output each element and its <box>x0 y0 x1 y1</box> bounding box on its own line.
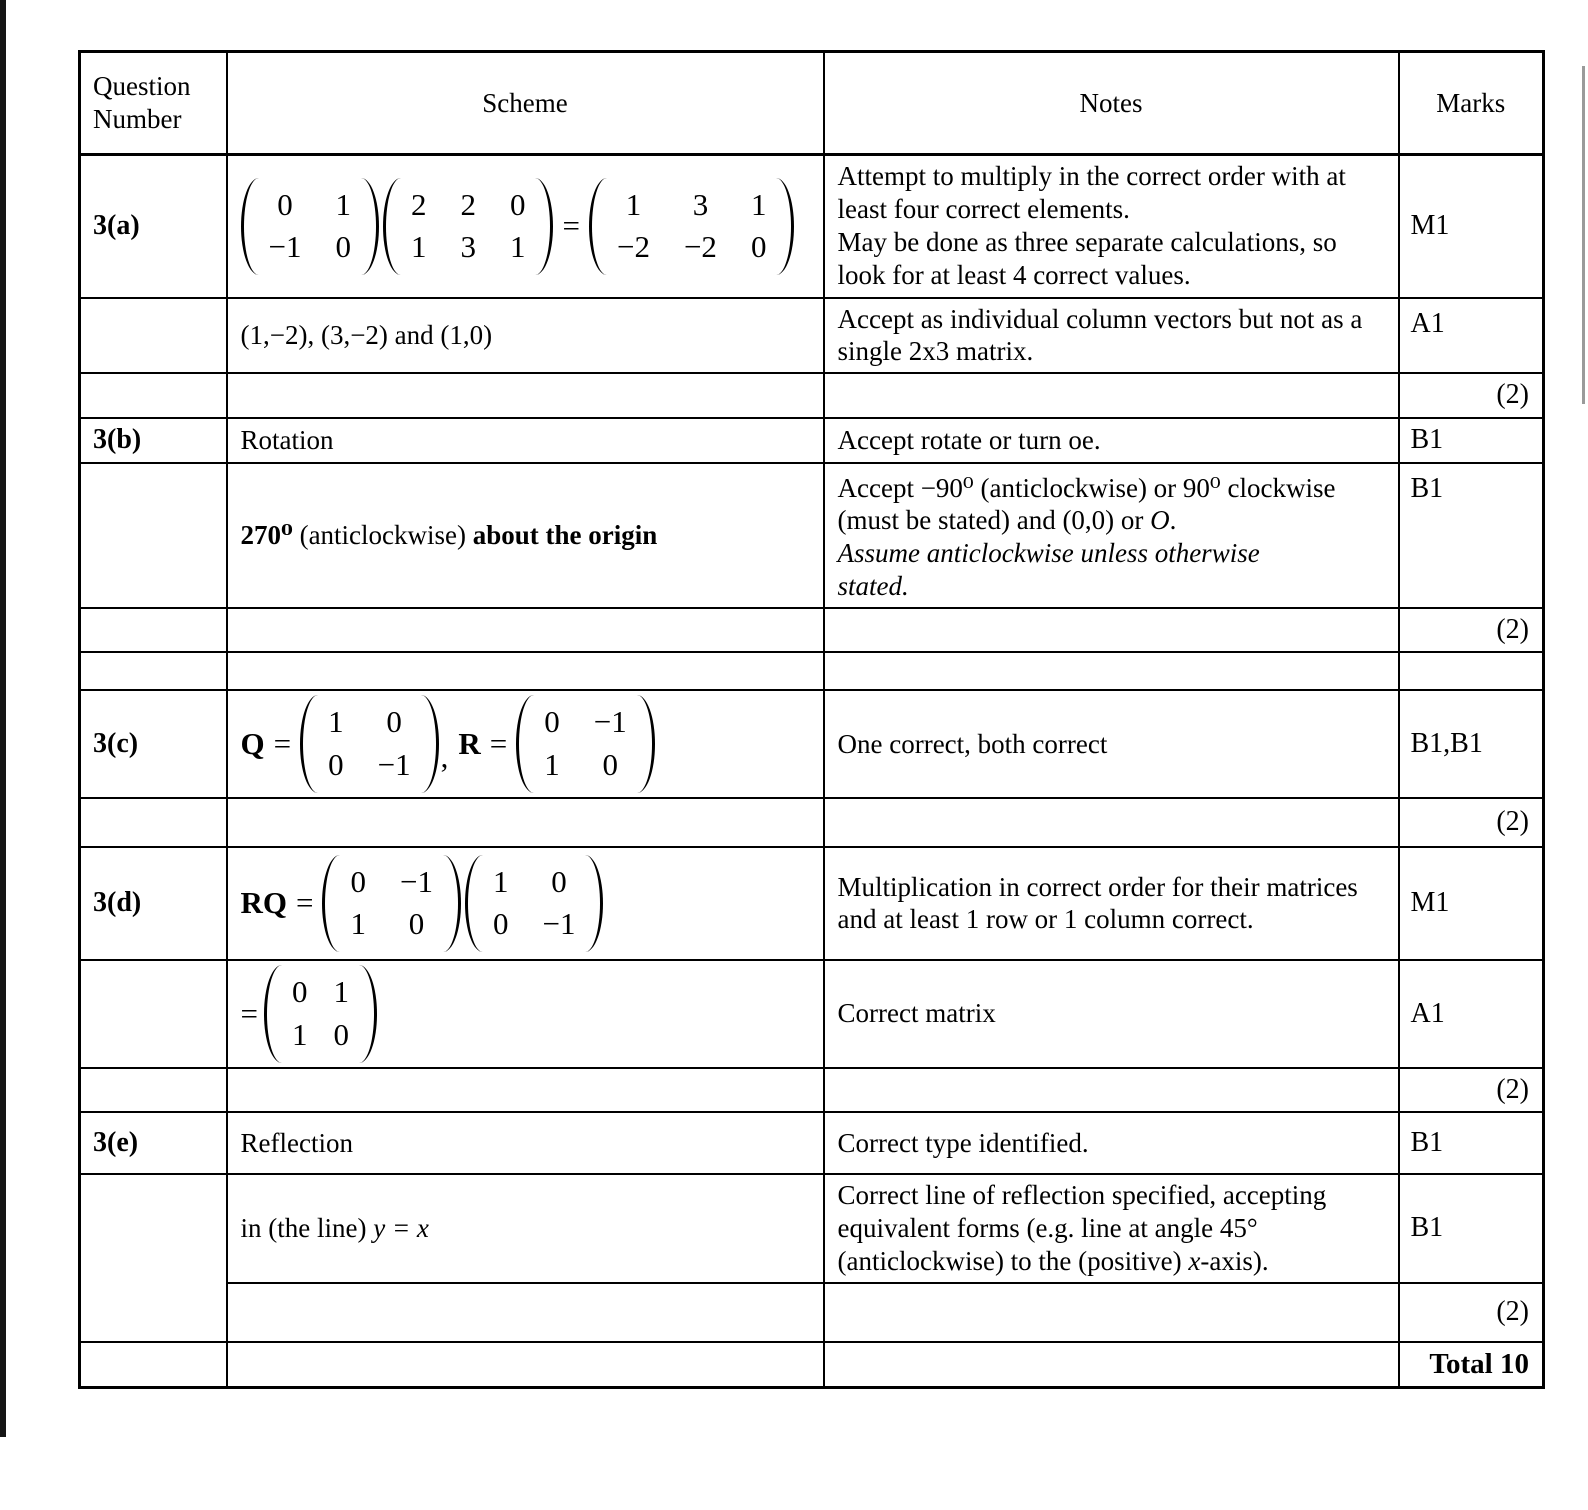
matrix-entry: 0 <box>408 906 425 942</box>
matrix <box>516 695 654 793</box>
q3c-scheme <box>227 690 824 798</box>
q3c-notes: One correct, both correct <box>824 690 1399 798</box>
r-symbol: R <box>458 725 481 761</box>
matrix-entry: 3 <box>460 229 476 265</box>
matrix-entry: 3 <box>692 186 709 222</box>
empty-cell <box>80 298 227 374</box>
marks-subtotal: (2) <box>1399 608 1544 652</box>
left-paren <box>322 855 340 953</box>
q3b-angle-scheme <box>227 463 824 609</box>
row-3d-result <box>80 960 1544 1068</box>
right-paren <box>776 178 794 276</box>
left-paren <box>241 178 259 276</box>
empty-cell <box>227 373 824 417</box>
line-equation: y = x <box>373 1213 429 1244</box>
marks-subtotal: (2) <box>1399 1068 1544 1112</box>
q3e-line-marks: B1 <box>1399 1174 1544 1283</box>
row-3c-subtotal <box>80 798 1544 847</box>
q3c-marks: B1,B1 <box>1399 690 1544 798</box>
q3a-result-scheme: (1,−2), (3,−2) and (1,0) <box>227 298 824 374</box>
table-header-row <box>80 52 1544 155</box>
right-paren <box>585 855 603 953</box>
line-prefix: in (the line) <box>240 1213 374 1244</box>
matrix-entry: 1 <box>350 906 366 942</box>
matrix-entry: −1 <box>268 229 302 265</box>
row-3a-result <box>80 298 1544 374</box>
matrix-definitions <box>241 695 815 793</box>
matrix-entry: 0 <box>333 1016 349 1052</box>
q3e-line-notes: Correct line of reflection specified, accepting equivalent forms (e.g. line at angle 45° (anticlockwise) to the (positive) x-axis). <box>824 1174 1399 1283</box>
scheme-header: Scheme <box>227 52 824 155</box>
matrix <box>465 855 603 953</box>
row-3d-subtotal <box>80 1068 1544 1112</box>
row-3e-line <box>80 1174 1544 1283</box>
matrix-entry: 0 <box>291 974 308 1010</box>
rq-symbol: RQ <box>240 885 287 921</box>
q3d-result-notes: Correct matrix <box>824 960 1399 1068</box>
empty-cell <box>227 652 824 690</box>
q3d-result-marks: A1 <box>1399 960 1544 1068</box>
matrix-entry: 0 <box>328 747 344 783</box>
matrix-entry: 0 <box>386 704 402 740</box>
matrix-product <box>241 855 815 953</box>
equals-sign: = <box>240 995 258 1031</box>
left-paren <box>264 965 282 1063</box>
q3d-notes: Multiplication in correct order for their matrices and at least 1 row or 1 column correct. <box>824 847 1399 960</box>
left-paren <box>465 855 483 953</box>
matrix-result <box>241 965 815 1063</box>
matrix-entry: 1 <box>509 229 526 265</box>
equals-sign: = <box>489 725 508 761</box>
marks-header: Marks <box>1399 52 1544 155</box>
q3b-label: 3(b) <box>80 418 227 463</box>
q3e-line-scheme <box>227 1174 824 1283</box>
q3a-result-notes: Accept as individual column vectors but not as a single 2x3 matrix. <box>824 298 1399 374</box>
matrix-equation <box>241 178 815 276</box>
matrix-entry: 0 <box>551 863 567 899</box>
x-symbol: x <box>1188 1245 1201 1276</box>
empty-cell <box>80 608 227 652</box>
angle-value: 270⁰ <box>240 519 293 550</box>
q3a-result-marks: A1 <box>1399 298 1544 374</box>
q3d-label: 3(d) <box>80 847 227 960</box>
origin-symbol: O <box>1150 505 1170 536</box>
matrix-entry: 0 <box>750 229 767 265</box>
page-right-edge-line <box>1582 66 1585 404</box>
matrix-entry: 1 <box>410 229 427 265</box>
q3b-angle-marks: B1 <box>1399 463 1544 609</box>
question-number-header: Question Number <box>80 52 227 155</box>
q3e-scheme: Reflection <box>227 1112 824 1174</box>
empty-cell <box>227 798 824 847</box>
matrix-entry: 1 <box>333 974 349 1010</box>
q3d-scheme <box>227 847 824 960</box>
equals-sign: = <box>296 885 314 921</box>
total-marks: Total 10 <box>1399 1342 1544 1388</box>
empty-cell <box>824 1068 1399 1112</box>
matrix-entry: 0 <box>492 906 509 942</box>
matrix-entry: 0 <box>602 747 618 783</box>
q3a-notes <box>824 155 1399 298</box>
notes-line: Accept −90⁰ (anticlockwise) or 90⁰ clockwise (must be stated) and (0,0) or O. <box>837 472 1336 536</box>
empty-cell <box>80 463 227 609</box>
empty-cell <box>824 608 1399 652</box>
right-paren <box>637 695 655 793</box>
empty-cell <box>824 373 1399 417</box>
row-3a <box>80 155 1544 298</box>
q3e-notes: Correct type identified. <box>824 1112 1399 1174</box>
matrix-entry: 0 <box>350 863 366 899</box>
empty-cell <box>80 798 227 847</box>
empty-cell <box>824 1342 1399 1388</box>
empty-cell <box>80 1174 227 1342</box>
q3b-marks: B1 <box>1399 418 1544 463</box>
q3e-label: 3(e) <box>80 1112 227 1174</box>
row-3d <box>80 847 1544 960</box>
marks-subtotal: (2) <box>1399 373 1544 417</box>
empty-cell <box>227 1068 824 1112</box>
right-paren <box>361 178 379 276</box>
matrix <box>589 178 794 276</box>
row-3c <box>80 690 1544 798</box>
matrix-entry: 0 <box>277 186 293 222</box>
matrix-entry: 1 <box>328 704 344 740</box>
comma: , <box>440 739 449 775</box>
right-paren <box>443 855 461 953</box>
equals-sign: = <box>273 725 292 761</box>
matrix-entry: 1 <box>750 186 767 222</box>
matrix-entry: −1 <box>593 704 627 740</box>
empty-cell <box>824 652 1399 690</box>
q3c-label: 3(c) <box>80 690 227 798</box>
row-3b <box>80 418 1544 463</box>
matrix-entry: 0 <box>509 186 526 222</box>
matrix-entry: 1 <box>625 186 642 222</box>
left-paren <box>383 178 401 276</box>
notes-line-italic: stated. <box>837 571 909 602</box>
notes-header: Notes <box>824 52 1399 155</box>
mark-scheme-table <box>78 50 1545 1389</box>
page-left-edge-line <box>0 0 6 1437</box>
matrix <box>300 695 438 793</box>
empty-cell <box>824 798 1399 847</box>
empty-cell <box>80 652 227 690</box>
right-paren <box>421 695 439 793</box>
matrix-entry: 1 <box>544 747 560 783</box>
q-symbol: Q <box>240 725 265 761</box>
left-paren <box>300 695 318 793</box>
empty-cell <box>1399 652 1544 690</box>
matrix-entry: −2 <box>683 229 717 265</box>
empty-cell <box>227 1342 824 1388</box>
matrix-entry: 0 <box>335 229 351 265</box>
q3a-marks: M1 <box>1399 155 1544 298</box>
empty-cell <box>227 608 824 652</box>
matrix-entry: 2 <box>460 186 476 222</box>
row-total <box>80 1342 1544 1388</box>
row-3a-subtotal <box>80 373 1544 417</box>
q3b-angle-notes <box>824 463 1399 609</box>
empty-cell <box>80 1068 227 1112</box>
matrix-entry: −1 <box>542 906 576 942</box>
q3d-result-scheme <box>227 960 824 1068</box>
equals-sign: = <box>562 207 580 243</box>
empty-cell <box>824 1283 1399 1342</box>
marks-subtotal: (2) <box>1399 1283 1544 1342</box>
notes-line: Attempt to multiply in the correct order with at least four correct elements. <box>837 161 1346 225</box>
matrix-entry: −1 <box>399 863 433 899</box>
q3e-marks: B1 <box>1399 1112 1544 1174</box>
row-3e <box>80 1112 1544 1174</box>
q3b-scheme: Rotation <box>227 418 824 463</box>
matrix-entry: 1 <box>291 1016 308 1052</box>
matrix-entry: 1 <box>492 863 509 899</box>
left-paren <box>516 695 534 793</box>
row-3b-angle <box>80 463 1544 609</box>
notes-line: May be done as three separate calculations, so look for at least 4 correct values. <box>837 227 1337 291</box>
row-spacer <box>80 652 1544 690</box>
row-3b-subtotal <box>80 608 1544 652</box>
matrix-entry: 2 <box>410 186 427 222</box>
angle-direction: (anticlockwise) <box>292 519 473 550</box>
q3a-scheme <box>227 155 824 298</box>
right-paren <box>359 965 377 1063</box>
marks-subtotal: (2) <box>1399 798 1544 847</box>
empty-cell <box>80 1342 227 1388</box>
matrix <box>322 855 460 953</box>
empty-cell <box>227 1283 824 1342</box>
q3d-marks: M1 <box>1399 847 1544 960</box>
notes-line-italic: Assume anticlockwise unless otherwise <box>837 538 1260 569</box>
matrix <box>264 965 377 1063</box>
matrix <box>383 178 554 276</box>
row-3e-subtotal <box>80 1283 1544 1342</box>
empty-cell <box>80 960 227 1068</box>
matrix-entry: 0 <box>544 704 560 740</box>
matrix <box>241 178 379 276</box>
matrix-entry: −1 <box>377 747 411 783</box>
matrix-entry: −2 <box>616 229 650 265</box>
angle-centre: about the origin <box>472 519 658 550</box>
matrix-entry: 1 <box>335 186 351 222</box>
q3b-notes: Accept rotate or turn oe. <box>824 418 1399 463</box>
left-paren <box>589 178 607 276</box>
q3a-label: 3(a) <box>80 155 227 298</box>
empty-cell <box>80 373 227 417</box>
right-paren <box>535 178 553 276</box>
